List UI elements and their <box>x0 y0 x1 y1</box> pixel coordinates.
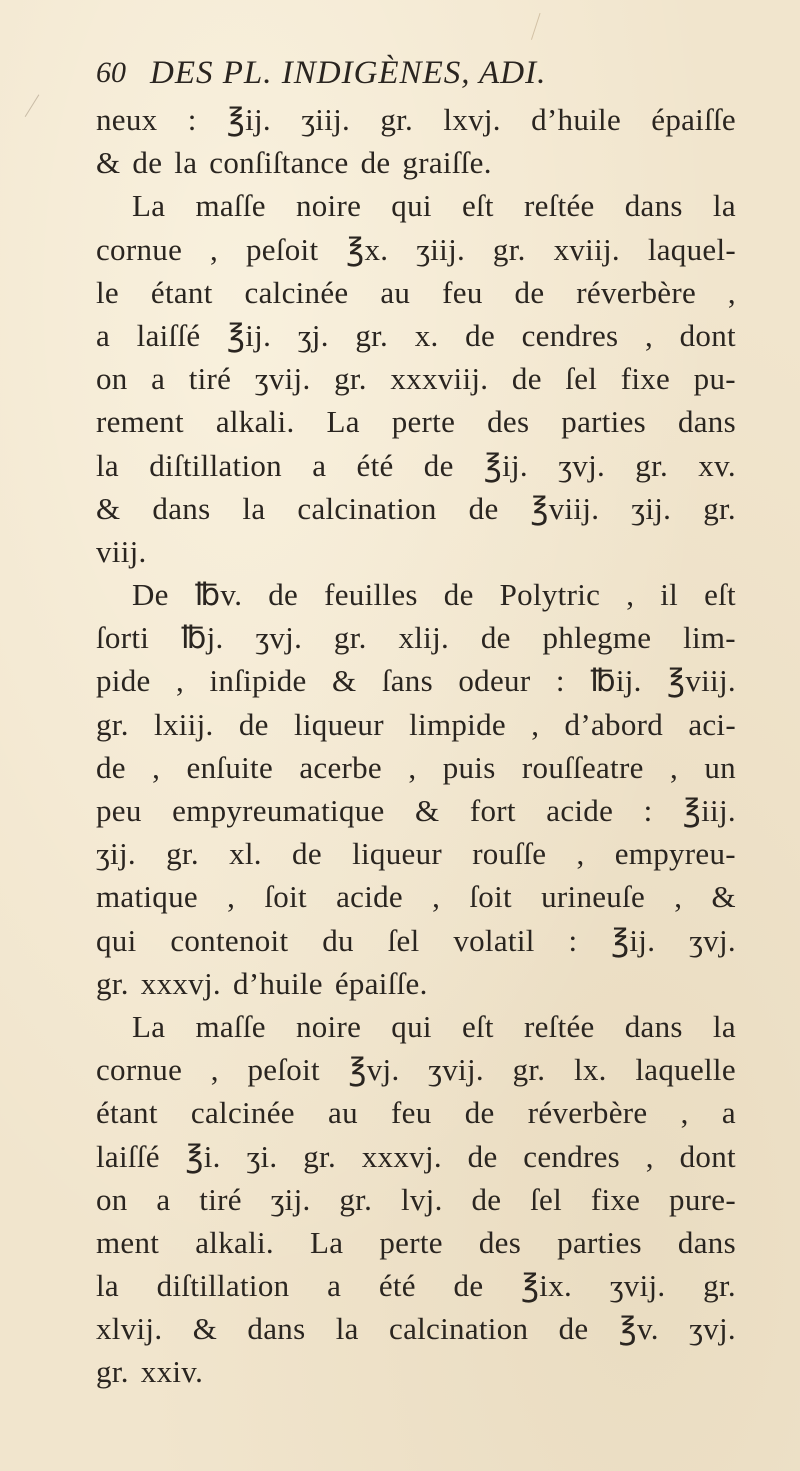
word: gr. <box>355 317 389 353</box>
word: le <box>96 274 119 310</box>
word: urineuſe <box>541 879 646 915</box>
word: eſt <box>461 188 494 224</box>
text-line <box>96 1048 736 1091</box>
word: de <box>467 1138 498 1174</box>
text-line <box>96 1264 736 1307</box>
word: ʒvij. <box>609 1268 666 1304</box>
word: pu- <box>693 361 736 397</box>
word: feu <box>391 1095 432 1131</box>
word: dans <box>677 1224 736 1260</box>
word: ℔j. <box>180 620 224 656</box>
word: lvj. <box>400 1181 443 1217</box>
word: laquel- <box>647 231 736 267</box>
text-line <box>96 271 736 314</box>
word: lxiij. <box>154 706 214 742</box>
word: calcination <box>297 490 437 526</box>
word: peu <box>96 793 142 828</box>
word: dans <box>152 490 211 526</box>
word: cornue <box>96 231 183 267</box>
word: qui <box>96 922 137 958</box>
text-line <box>96 487 736 530</box>
text-line <box>96 444 736 487</box>
word: de <box>480 620 511 656</box>
word: alkali. <box>195 1224 274 1260</box>
word: xxiv. <box>140 1354 204 1390</box>
word: la <box>712 1008 736 1044</box>
word: ſoit <box>469 879 512 915</box>
word: inſipide <box>209 663 307 699</box>
word: d’abord <box>564 706 664 742</box>
word: ʒij. <box>96 836 136 872</box>
word: , <box>227 879 236 915</box>
word: La <box>326 404 360 440</box>
word: xlij. <box>398 620 450 656</box>
word: lx. <box>573 1052 607 1088</box>
word: laiſſé <box>96 1138 160 1174</box>
word: peſoit <box>247 1052 320 1088</box>
word: la <box>712 188 736 224</box>
word: , <box>626 577 635 613</box>
word: été <box>356 447 394 483</box>
word: ſel <box>565 361 598 397</box>
word: gr. <box>166 836 199 872</box>
word: de <box>96 749 126 785</box>
word: neux <box>96 102 158 137</box>
word: dont <box>679 317 736 353</box>
word: graiſſe. <box>402 145 492 181</box>
word: empyreu- <box>614 836 736 872</box>
word: un <box>704 749 736 785</box>
word: gr. <box>96 706 129 742</box>
word: reſtée <box>523 188 595 224</box>
word: épaiſſe <box>651 102 736 137</box>
word: ʒj. <box>297 317 329 353</box>
word: xviij. <box>553 231 620 267</box>
text-line <box>96 616 736 659</box>
word: puis <box>442 749 496 785</box>
word: laquelle <box>635 1052 736 1088</box>
word: Polytric <box>499 577 601 613</box>
word: , <box>645 1138 654 1174</box>
text-line <box>96 184 736 227</box>
word: ℥ij. <box>227 317 272 353</box>
word: rement <box>96 404 184 440</box>
word: gr. <box>703 490 736 526</box>
word: au <box>380 274 411 310</box>
word: gr. <box>492 231 526 267</box>
word: , <box>210 231 219 267</box>
word: cornue <box>96 1052 183 1088</box>
word: ℥i. <box>185 1138 221 1174</box>
text-line <box>96 1178 736 1221</box>
word: ʒvij. <box>254 361 311 397</box>
word: qui <box>391 1008 432 1044</box>
word: & <box>192 1311 218 1347</box>
word: : <box>568 922 578 958</box>
word: & <box>331 663 357 699</box>
word: limpide <box>409 706 506 742</box>
word: viij. <box>96 533 147 569</box>
word: de <box>558 1311 589 1347</box>
word: , <box>432 879 441 915</box>
word: reſtée <box>523 1008 595 1044</box>
word: parties <box>561 404 647 440</box>
word: calcinée <box>190 1095 295 1131</box>
text-line <box>96 530 736 573</box>
word: perte <box>391 404 456 440</box>
word: qui <box>391 188 432 224</box>
word: gr. <box>303 1138 336 1174</box>
word: la <box>174 145 198 181</box>
word: a <box>312 447 327 483</box>
word: , <box>152 749 161 785</box>
word: a <box>151 361 166 397</box>
word: alkali. <box>215 404 295 440</box>
word: du <box>322 922 354 958</box>
text-line <box>96 1135 736 1178</box>
paper-mark <box>25 94 57 127</box>
word: perte <box>379 1224 443 1260</box>
word: cendres <box>523 1138 621 1174</box>
word: parties <box>557 1224 642 1260</box>
text-line <box>96 1307 736 1350</box>
word: xl. <box>229 836 262 872</box>
word: épaiſſe. <box>334 965 428 1001</box>
word: , <box>531 706 540 742</box>
word: xxxviij. <box>390 361 489 397</box>
word: eſt <box>704 577 736 613</box>
word: ℥x. <box>346 231 389 267</box>
running-title: DES PL. INDIGÈNES, ADI. <box>150 55 547 91</box>
text-line <box>96 875 736 918</box>
word: ʒi. <box>246 1138 278 1174</box>
text-line <box>96 357 736 400</box>
word: maſſe <box>195 1008 266 1044</box>
word: & <box>711 879 736 915</box>
word: ℥v. <box>618 1311 659 1347</box>
word: eſt <box>461 1008 494 1044</box>
word: ment <box>96 1224 160 1260</box>
word: a <box>721 1095 736 1131</box>
word: acerbe <box>299 749 382 785</box>
word: fixe <box>590 1181 641 1217</box>
word: & <box>96 490 121 526</box>
word: des <box>478 1224 522 1260</box>
word: de <box>238 706 269 742</box>
word: de <box>443 577 474 613</box>
word: , <box>669 749 679 785</box>
word: pide <box>96 663 151 699</box>
word: , <box>576 836 585 872</box>
word: xxxvj. <box>140 965 221 1001</box>
word: il <box>660 577 679 613</box>
text-line <box>96 1091 736 1134</box>
text-line <box>96 832 736 875</box>
word: de <box>423 447 454 483</box>
word: ʒiij. <box>301 102 351 137</box>
word: de <box>268 577 299 613</box>
word: , <box>680 1095 689 1131</box>
word: xv. <box>698 447 736 483</box>
word: ℔ij. <box>590 663 642 699</box>
text-line <box>96 228 736 271</box>
word: ℥ix. <box>521 1268 573 1304</box>
word: la <box>335 1311 359 1347</box>
word: : <box>187 102 197 137</box>
word: ʒij. <box>631 490 672 526</box>
word: acide <box>336 879 403 915</box>
word: dans <box>624 1008 683 1044</box>
word: on <box>96 361 128 397</box>
word: ſans <box>381 663 433 699</box>
word: , <box>210 1052 219 1088</box>
word: ℥ij. <box>611 922 656 958</box>
text-line <box>96 573 736 616</box>
word: de <box>464 1095 495 1131</box>
word: gr. <box>703 1268 736 1304</box>
word: feu <box>442 274 483 310</box>
word: réverbère <box>527 1095 648 1131</box>
word: acide <box>546 793 614 828</box>
word: La <box>132 1008 166 1044</box>
word: lxvj. <box>443 102 501 137</box>
word: liqueur <box>352 836 442 872</box>
word: de <box>132 145 163 181</box>
word: gr. <box>635 447 669 483</box>
word: été <box>378 1268 416 1304</box>
word: , <box>727 274 736 310</box>
text-line <box>96 659 736 702</box>
word: fixe <box>620 361 671 397</box>
word: de <box>471 1181 502 1217</box>
word: réverbère <box>576 274 697 310</box>
word: calcinée <box>244 274 349 310</box>
word: ʒiij. <box>416 231 466 267</box>
word: pure- <box>669 1181 736 1217</box>
text-line <box>96 1221 736 1264</box>
word: dans <box>624 188 683 224</box>
word: rouſſe <box>472 836 547 872</box>
word: de <box>514 274 545 310</box>
word: : <box>555 663 565 699</box>
word: dont <box>679 1138 736 1174</box>
word: gr. <box>512 1052 546 1088</box>
word: gr. <box>339 1181 373 1217</box>
word: cendres <box>521 317 619 353</box>
word: calcination <box>389 1311 529 1347</box>
word: ℥viij. <box>667 663 736 699</box>
body-text <box>96 98 736 1394</box>
word: au <box>328 1095 358 1131</box>
word: ſel <box>530 1181 563 1217</box>
text-line <box>96 314 736 357</box>
word: ʒvj. <box>255 620 303 656</box>
word: conſiſtance <box>209 145 349 181</box>
word: étant <box>96 1095 158 1131</box>
word: xlvij. <box>96 1311 163 1347</box>
word: ʒij. <box>270 1181 311 1217</box>
word: a <box>327 1268 342 1304</box>
word: De <box>132 577 169 613</box>
word: de <box>468 490 499 526</box>
word: la <box>242 490 266 526</box>
word: noire <box>295 188 362 224</box>
word: la <box>96 447 119 483</box>
word: & <box>96 145 121 181</box>
text-line <box>96 962 736 1005</box>
text-line <box>96 703 736 746</box>
word: gr. <box>334 361 367 397</box>
word: : <box>643 793 653 828</box>
word: dans <box>247 1311 306 1347</box>
word: diſtillation <box>156 1268 290 1304</box>
word: contenoit <box>170 922 289 958</box>
word: & <box>415 793 440 828</box>
word: ʒvj. <box>689 1311 736 1347</box>
word: gr. <box>96 1354 129 1390</box>
word: on <box>96 1181 128 1217</box>
word: gr. <box>380 102 414 137</box>
word: ℥vj. <box>348 1052 400 1088</box>
word: diſtillation <box>149 447 282 483</box>
word: tiré <box>188 361 232 397</box>
word: ʒvj. <box>689 922 736 958</box>
word: ℥viij. <box>530 490 600 526</box>
running-header <box>96 50 736 96</box>
word: ſorti <box>96 620 150 656</box>
word: maſſe <box>195 188 266 224</box>
word: de <box>292 836 322 872</box>
word: liqueur <box>293 706 384 742</box>
word: enſuite <box>186 749 274 785</box>
word: , <box>408 749 417 785</box>
word: a <box>96 317 111 353</box>
word: de <box>453 1268 484 1304</box>
word: laiſſé <box>136 317 201 353</box>
word: feuilles <box>324 577 418 613</box>
word: empyreumatique <box>172 793 385 828</box>
word: ℥iij. <box>682 793 736 828</box>
word: de <box>360 145 391 181</box>
word: La <box>310 1224 344 1260</box>
word: La <box>132 188 166 224</box>
word: volatil <box>453 922 535 958</box>
word: ℔v. <box>194 577 243 613</box>
word: ℥ij. <box>483 447 528 483</box>
word: ʒvij. <box>428 1052 484 1088</box>
word: ſel <box>387 922 420 958</box>
text-line <box>96 746 736 789</box>
text-line <box>96 1350 736 1393</box>
word: , <box>175 663 185 699</box>
paper-mark <box>531 13 550 43</box>
word: fort <box>469 793 516 828</box>
word: noire <box>295 1008 362 1044</box>
word: , <box>644 317 654 353</box>
word: de <box>511 361 542 397</box>
word: ℥ij. <box>226 102 271 137</box>
word: odeur <box>458 663 531 699</box>
word: ʒvj. <box>558 447 606 483</box>
word: lim- <box>683 620 736 656</box>
word: , <box>674 879 683 915</box>
word: peſoit <box>245 231 319 267</box>
word: rouſſeatre <box>521 749 644 785</box>
word: x. <box>414 317 439 353</box>
word: phlegme <box>542 620 652 656</box>
word: matique <box>96 879 198 915</box>
word: des <box>487 404 530 440</box>
text-line <box>96 919 736 962</box>
word: ſoit <box>264 879 307 915</box>
word: étant <box>150 274 213 310</box>
text-line <box>96 141 736 184</box>
word: d’huile <box>531 102 622 137</box>
text-line <box>96 400 736 443</box>
word: tiré <box>199 1181 242 1217</box>
word: d’huile <box>232 965 323 1001</box>
page-number: 60 <box>96 56 126 89</box>
word: de <box>465 317 496 353</box>
word: xxxvj. <box>361 1138 442 1174</box>
word: a <box>156 1181 171 1217</box>
text-line <box>96 98 736 141</box>
word: gr. <box>96 965 129 1001</box>
word: la <box>96 1268 119 1304</box>
word: dans <box>677 404 736 440</box>
text-line <box>96 789 736 832</box>
word: aci- <box>688 706 736 742</box>
word: gr. <box>333 620 367 656</box>
text-line <box>96 1005 736 1048</box>
